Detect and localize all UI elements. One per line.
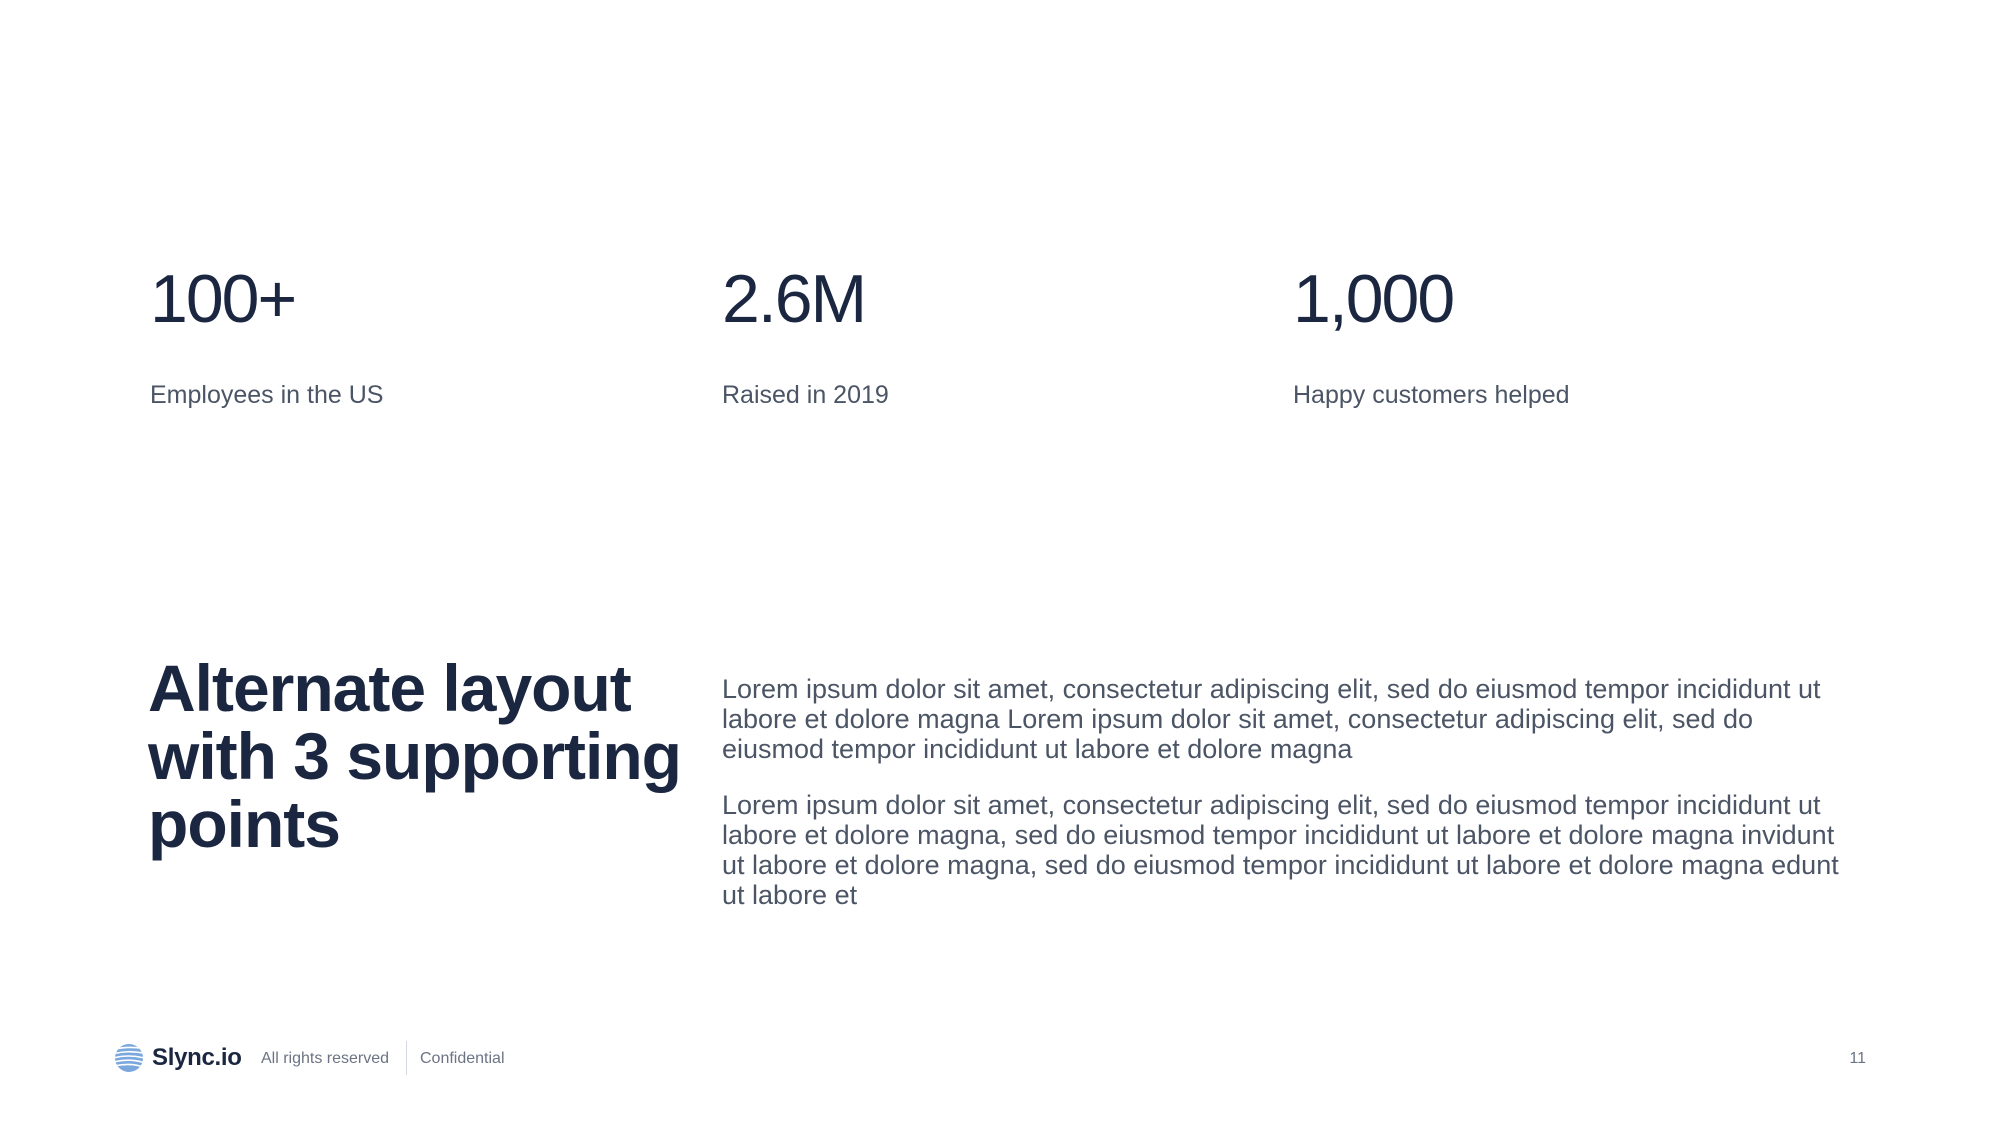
- stat-label: Employees in the US: [150, 381, 384, 409]
- stat-value: 1,000: [1293, 261, 1454, 337]
- stat-value: 2.6M: [722, 261, 866, 337]
- stat-value: 100+: [150, 261, 296, 337]
- brand: [114, 1041, 242, 1075]
- stat-employees: [150, 258, 690, 410]
- globe-stripes-icon: [114, 1043, 144, 1073]
- slide-footer: [114, 1041, 1866, 1075]
- stat-customers: [1293, 258, 1833, 410]
- body-paragraph: Lorem ipsum dolor sit amet, consectetur adipiscing elit, sed do eiusmod tempor incididunt ut labore et dolore magna Lorem ipsum dolor sit amet, consectetur adipiscing elit, sed do eiusmod tempor incididunt ut labore et dolore magna: [722, 674, 1821, 764]
- stats-row: [150, 258, 1860, 418]
- footer-divider: [406, 1041, 407, 1075]
- page-number: 11: [1849, 1050, 1866, 1067]
- body-paragraph: Lorem ipsum dolor sit amet, consectetur adipiscing elit, sed do eiusmod tempor incididunt ut labore et dolore magna, sed do eiusmod tempor incididunt ut labore et dolore magna invidunt ut labore et dolore magna, sed do eiusmod tempor incididunt ut labore et dolore magna edunt ut labore et: [722, 790, 1839, 910]
- stat-label: Raised in 2019: [722, 381, 889, 409]
- stat-label: Happy customers helped: [1293, 381, 1570, 409]
- stat-raised: [722, 258, 1262, 410]
- brand-name: Slync.io: [152, 1044, 242, 1071]
- slide-headline: Alternate layout with 3 supporting points: [148, 651, 681, 861]
- rights-text: All rights reserved: [261, 1050, 390, 1067]
- confidential-text: Confidential: [420, 1050, 505, 1067]
- body-copy: [722, 674, 1862, 936]
